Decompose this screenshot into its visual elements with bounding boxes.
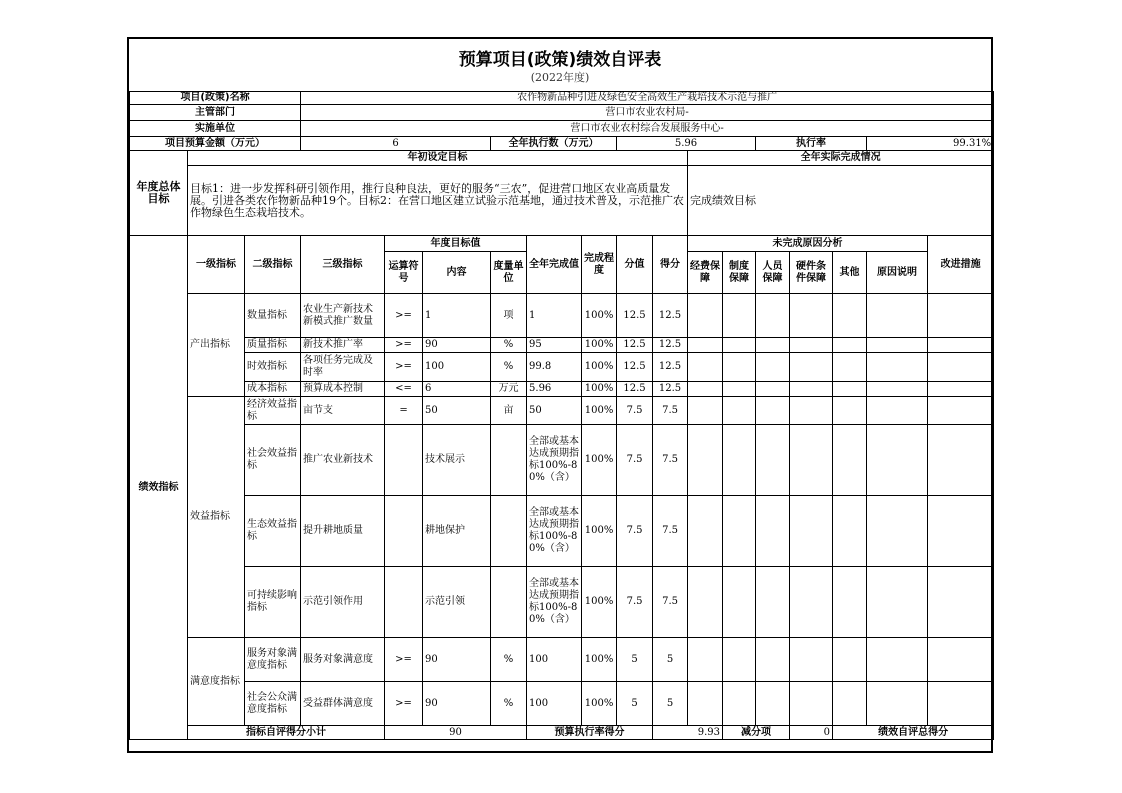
cell-empty xyxy=(688,294,723,338)
cell-operator xyxy=(385,425,423,496)
header-reason-funding: 经费保障 xyxy=(688,252,723,294)
cell-content: 50 xyxy=(423,397,491,425)
goal-initial-header: 年初设定目标 xyxy=(188,151,688,166)
unit-label: 实施单位 xyxy=(130,121,301,137)
cell-empty xyxy=(756,294,790,338)
cell-empty xyxy=(928,397,994,425)
cell-content: 90 xyxy=(423,338,491,353)
header-reason-note: 原因说明 xyxy=(867,252,928,294)
cell-score: 12.5 xyxy=(653,353,688,382)
exec-score-label: 预算执行率得分 xyxy=(527,726,653,740)
cell-unit xyxy=(491,567,527,638)
cell-empty xyxy=(723,496,756,567)
goal-header-row xyxy=(130,151,994,166)
dept-row xyxy=(130,105,994,121)
header-level1: 一级指标 xyxy=(188,236,245,294)
cell-l3: 受益群体满意度 xyxy=(301,682,385,726)
header-score-value: 分值 xyxy=(617,236,653,294)
cell-completion: 100% xyxy=(582,338,617,353)
table-row xyxy=(130,338,994,353)
cell-empty xyxy=(723,382,756,397)
cell-empty xyxy=(790,425,833,496)
cell-completion: 100% xyxy=(582,294,617,338)
cell-empty xyxy=(928,353,994,382)
cell-l2: 社会公众满意度指标 xyxy=(245,682,301,726)
cell-empty xyxy=(756,397,790,425)
cell-unit: % xyxy=(491,638,527,682)
cell-actual: 95 xyxy=(527,338,582,353)
total-label: 绩效自评总得分 xyxy=(833,726,994,740)
project-name-value: 农作物新品种引进及绿色安全高效生产栽培技术示范与推广 xyxy=(301,92,994,105)
table-row xyxy=(130,682,994,726)
budget-row xyxy=(130,137,994,151)
cell-operator: = xyxy=(385,397,423,425)
cell-l2: 社会效益指标 xyxy=(245,425,301,496)
dept-value: 营口市农业农村局- xyxy=(301,105,994,121)
cell-empty xyxy=(723,353,756,382)
cell-empty xyxy=(723,682,756,726)
cell-actual: 全部或基本达成预期指标100%-80%（含） xyxy=(527,567,582,638)
header-unit: 度量单位 xyxy=(491,252,527,294)
cell-completion: 100% xyxy=(582,353,617,382)
cell-empty xyxy=(756,338,790,353)
cell-score-value: 7.5 xyxy=(617,397,653,425)
cell-operator xyxy=(385,496,423,567)
cell-empty xyxy=(688,338,723,353)
cell-l3: 示范引领作用 xyxy=(301,567,385,638)
cell-empty xyxy=(723,338,756,353)
cell-score: 12.5 xyxy=(653,382,688,397)
goal-row-label: 年度总体目标 xyxy=(130,151,188,236)
cell-l2: 经济效益指标 xyxy=(245,397,301,425)
cell-empty xyxy=(833,682,867,726)
project-name-row xyxy=(130,92,994,105)
unit-value: 营口市农业农村综合发展服务中心- xyxy=(301,121,994,137)
budget-value: 6 xyxy=(301,137,491,151)
cell-empty xyxy=(688,567,723,638)
cell-content: 耕地保护 xyxy=(423,496,491,567)
cell-l3: 提升耕地质量 xyxy=(301,496,385,567)
cell-actual: 全部或基本达成预期指标100%-80%（含） xyxy=(527,425,582,496)
header-completion: 完成程度 xyxy=(582,236,617,294)
cell-actual: 99.8 xyxy=(527,353,582,382)
cell-completion: 100% xyxy=(582,567,617,638)
cell-empty xyxy=(688,638,723,682)
cell-l2: 数量指标 xyxy=(245,294,301,338)
header-reason-staff: 人员保障 xyxy=(756,252,790,294)
cell-empty xyxy=(833,294,867,338)
cell-empty xyxy=(867,382,928,397)
cell-empty xyxy=(928,294,994,338)
cell-score: 5 xyxy=(653,638,688,682)
table-row xyxy=(130,294,994,338)
cell-score-value: 7.5 xyxy=(617,567,653,638)
cell-empty xyxy=(723,294,756,338)
dept-label: 主管部门 xyxy=(130,105,301,121)
cell-operator: >= xyxy=(385,638,423,682)
cell-empty xyxy=(790,567,833,638)
cell-score: 5 xyxy=(653,682,688,726)
goal-actual-text: 完成绩效目标 xyxy=(688,166,994,236)
cell-empty xyxy=(790,682,833,726)
indicator-header-row-1 xyxy=(130,236,994,252)
unit-row xyxy=(130,121,994,137)
cell-score: 7.5 xyxy=(653,397,688,425)
deduct-label: 减分项 xyxy=(723,726,790,740)
rate-value: 99.31% xyxy=(867,137,994,151)
goal-actual-header: 全年实际完成情况 xyxy=(688,151,994,166)
cell-score-value: 7.5 xyxy=(617,496,653,567)
cell-empty xyxy=(790,382,833,397)
cell-l2: 生态效益指标 xyxy=(245,496,301,567)
page-title: 预算项目(政策)绩效自评表 xyxy=(458,50,662,70)
cell-l3: 预算成本控制 xyxy=(301,382,385,397)
exec-score-value: 9.93 xyxy=(653,726,723,740)
rate-label: 执行率 xyxy=(756,137,867,151)
cell-empty xyxy=(756,682,790,726)
cell-completion: 100% xyxy=(582,638,617,682)
cell-l3: 农业生产新技术新模式推广数量 xyxy=(301,294,385,338)
cell-operator: >= xyxy=(385,353,423,382)
cell-content: 6 xyxy=(423,382,491,397)
cell-score-value: 12.5 xyxy=(617,353,653,382)
subtotal-value: 90 xyxy=(385,726,527,740)
cell-empty xyxy=(928,382,994,397)
title-block xyxy=(129,39,991,92)
header-score: 得分 xyxy=(653,236,688,294)
group-benefit-label: 效益指标 xyxy=(188,397,245,638)
cell-empty xyxy=(928,496,994,567)
cell-empty xyxy=(867,397,928,425)
cell-completion: 100% xyxy=(582,496,617,567)
cell-unit: % xyxy=(491,353,527,382)
cell-empty xyxy=(833,338,867,353)
cell-score-value: 12.5 xyxy=(617,382,653,397)
cell-empty xyxy=(833,425,867,496)
header-improve: 改进措施 xyxy=(928,236,994,294)
cell-empty xyxy=(928,567,994,638)
cell-operator: >= xyxy=(385,682,423,726)
summary-row xyxy=(130,726,994,740)
cell-empty xyxy=(867,294,928,338)
cell-actual: 1 xyxy=(527,294,582,338)
cell-completion: 100% xyxy=(582,382,617,397)
header-reason-other: 其他 xyxy=(833,252,867,294)
cell-empty xyxy=(928,638,994,682)
cell-l2: 时效指标 xyxy=(245,353,301,382)
cell-empty xyxy=(928,338,994,353)
cell-unit: % xyxy=(491,682,527,726)
cell-score-value: 7.5 xyxy=(617,425,653,496)
goal-initial-text: 目标1：进一步发挥科研引领作用，推行良种良法，更好的服务“三农”，促进营口地区农业高质量发展。引进各类农作物新品种19个。目标2：在营口地区建立试验示范基地，通过技术普及，示范推广农作物绿色生态栽培技术。 xyxy=(188,166,688,236)
cell-score: 12.5 xyxy=(653,338,688,353)
cell-l2: 服务对象满意度指标 xyxy=(245,638,301,682)
cell-l3: 亩节支 xyxy=(301,397,385,425)
cell-empty xyxy=(688,496,723,567)
table-row xyxy=(130,496,994,567)
cell-score-value: 5 xyxy=(617,682,653,726)
cell-content: 90 xyxy=(423,638,491,682)
cell-empty xyxy=(756,382,790,397)
cell-empty xyxy=(833,638,867,682)
cell-empty xyxy=(688,397,723,425)
cell-score: 7.5 xyxy=(653,496,688,567)
self-evaluation-sheet xyxy=(127,37,993,753)
cell-empty xyxy=(723,567,756,638)
evaluation-table xyxy=(129,91,994,740)
cell-unit xyxy=(491,496,527,567)
cell-empty xyxy=(928,682,994,726)
cell-content: 示范引领 xyxy=(423,567,491,638)
cell-content: 1 xyxy=(423,294,491,338)
header-content: 内容 xyxy=(423,252,491,294)
cell-completion: 100% xyxy=(582,397,617,425)
cell-unit xyxy=(491,425,527,496)
cell-actual: 100 xyxy=(527,682,582,726)
cell-l3: 服务对象满意度 xyxy=(301,638,385,682)
cell-actual: 100 xyxy=(527,638,582,682)
header-operator: 运算符号 xyxy=(385,252,423,294)
budget-label: 项目预算金额（万元） xyxy=(130,137,301,151)
cell-empty xyxy=(833,397,867,425)
goal-content-row xyxy=(130,166,994,236)
header-reason-group: 未完成原因分析 xyxy=(688,236,928,252)
header-reason-hardware: 硬件条件保障 xyxy=(790,252,833,294)
section-performance-label: 绩效指标 xyxy=(130,236,188,740)
group-output-label: 产出指标 xyxy=(188,294,245,397)
table-row xyxy=(130,397,994,425)
cell-empty xyxy=(756,425,790,496)
cell-empty xyxy=(723,425,756,496)
cell-unit: 万元 xyxy=(491,382,527,397)
cell-empty xyxy=(790,496,833,567)
table-row xyxy=(130,382,994,397)
deduct-value: 0 xyxy=(790,726,833,740)
cell-actual: 50 xyxy=(527,397,582,425)
cell-empty xyxy=(688,682,723,726)
cell-empty xyxy=(867,353,928,382)
executed-value: 5.96 xyxy=(617,137,756,151)
cell-empty xyxy=(723,397,756,425)
cell-score-value: 12.5 xyxy=(617,294,653,338)
cell-empty xyxy=(790,638,833,682)
cell-unit: 项 xyxy=(491,294,527,338)
cell-l3: 新技术推广率 xyxy=(301,338,385,353)
cell-empty xyxy=(790,338,833,353)
cell-empty xyxy=(833,567,867,638)
cell-empty xyxy=(867,682,928,726)
cell-score: 12.5 xyxy=(653,294,688,338)
cell-operator: >= xyxy=(385,294,423,338)
cell-l2: 质量指标 xyxy=(245,338,301,353)
group-satisfaction-label: 满意度指标 xyxy=(188,638,245,726)
header-level2: 二级指标 xyxy=(245,236,301,294)
cell-empty xyxy=(833,382,867,397)
cell-completion: 100% xyxy=(582,682,617,726)
cell-empty xyxy=(688,353,723,382)
cell-empty xyxy=(723,638,756,682)
table-row xyxy=(130,567,994,638)
cell-empty xyxy=(756,496,790,567)
project-name-label: 项目(政策)名称 xyxy=(130,92,301,105)
cell-unit: % xyxy=(491,338,527,353)
cell-empty xyxy=(790,353,833,382)
table-row xyxy=(130,638,994,682)
cell-score: 7.5 xyxy=(653,567,688,638)
cell-operator xyxy=(385,567,423,638)
cell-empty xyxy=(833,353,867,382)
cell-empty xyxy=(756,567,790,638)
cell-empty xyxy=(867,567,928,638)
cell-empty xyxy=(688,382,723,397)
cell-content: 90 xyxy=(423,682,491,726)
cell-empty xyxy=(756,353,790,382)
cell-empty xyxy=(867,425,928,496)
cell-l2: 成本指标 xyxy=(245,382,301,397)
cell-l3: 各项任务完成及时率 xyxy=(301,353,385,382)
cell-empty xyxy=(928,425,994,496)
cell-score-value: 12.5 xyxy=(617,338,653,353)
cell-empty xyxy=(688,425,723,496)
cell-score-value: 5 xyxy=(617,638,653,682)
executed-label: 全年执行数（万元） xyxy=(491,137,617,151)
table-row xyxy=(130,353,994,382)
cell-content: 技术展示 xyxy=(423,425,491,496)
header-level3: 三级指标 xyxy=(301,236,385,294)
header-annual-target: 年度目标值 xyxy=(385,236,527,252)
cell-empty xyxy=(833,496,867,567)
page-subtitle: (2022年度) xyxy=(530,71,590,84)
cell-actual: 全部或基本达成预期指标100%-80%（含） xyxy=(527,496,582,567)
cell-empty xyxy=(756,638,790,682)
subtotal-label: 指标自评得分小计 xyxy=(188,726,385,740)
cell-l2: 可持续影响指标 xyxy=(245,567,301,638)
cell-empty xyxy=(790,294,833,338)
cell-operator: <= xyxy=(385,382,423,397)
cell-completion: 100% xyxy=(582,425,617,496)
cell-score: 7.5 xyxy=(653,425,688,496)
cell-empty xyxy=(867,338,928,353)
header-reason-system: 制度保障 xyxy=(723,252,756,294)
cell-empty xyxy=(867,638,928,682)
cell-content: 100 xyxy=(423,353,491,382)
header-actual: 全年完成值 xyxy=(527,236,582,294)
cell-empty xyxy=(867,496,928,567)
cell-actual: 5.96 xyxy=(527,382,582,397)
cell-operator: >= xyxy=(385,338,423,353)
cell-empty xyxy=(790,397,833,425)
cell-unit: 亩 xyxy=(491,397,527,425)
cell-l3: 推广农业新技术 xyxy=(301,425,385,496)
table-row xyxy=(130,425,994,496)
